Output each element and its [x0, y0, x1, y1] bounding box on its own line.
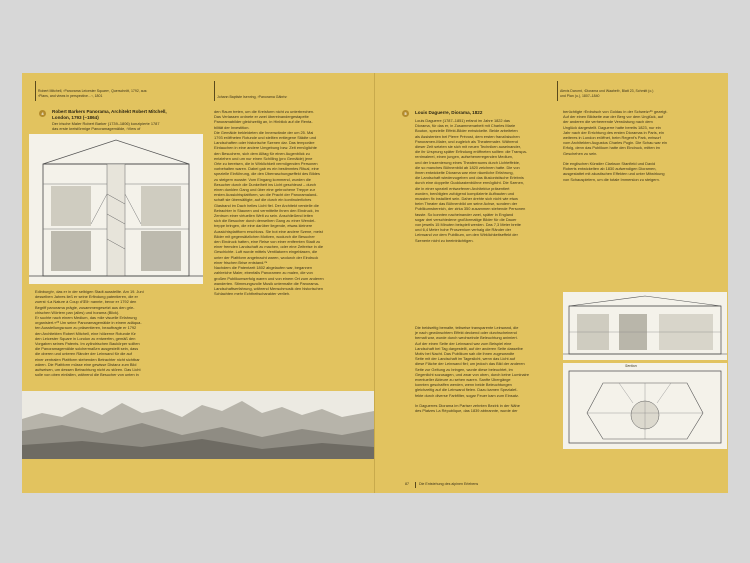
right-page	[375, 73, 728, 493]
panorama-gabris-figure	[22, 391, 374, 459]
body-text-col2: berüchtigte ›Erdrutsch von Goldau in der Schweiz‹²⁵ gezeigt. Auf der einen Bildseite war der Berg vor dem Unglück, auf der anderen die verheerende Verwüstung nach dem Unglück dargestellt. Daguerre hatte bereits 1823, nur ein Jahr nach der Errichtung des ersten Dioramas in Paris, ein weiteres in London eröffnet, beim Regent's Park, entwurf vom Architekten Augustus Charles Pugin. Die Schau war ein Erfolg, denn das Publikum hatte den Eindruck, mitten im Geschehen zu sein. Die englischen Künstler Clarkson Stanfield und David Roberts entwickelten ab 1830 aufwendigen Dioramen, ausgestattet mit akustischen Effekten und unter Mitwirkung von Schauspielern, um die totale Immersion zu steigern.	[563, 109, 668, 182]
left-page	[22, 73, 374, 493]
mountain-panorama-drawing	[22, 391, 374, 459]
page-number: 87	[405, 482, 409, 486]
body-text-col1: Edinburgh‹, das er in der selbigen Stadt ausstellte. Am 19. Juni desselben Jahres ließ er seine Erfindung patentieren, die er zuerst ›La Nature à Coup d'Œil‹ nannte, bevor er 1792 den Begriff panorama prägte, zusammengesetzt aus den grie- chischen Wörtern pan (alles) und horama (Blick). Er suchte nach einem Medium, das »die visuelle Erfahrung organisiert.«²³ Um seine Panoramagemälde in einem adäqua- ten Ausstellungsraum zu präsentieren, beauftragte er 1792 den Architekten Robert Mitchell, eine hölzerne Rotunde für den Leicester Square in London zu entwerfen, gemäß den Vorgaben seines Patents. Im zylindrischen Baukörper sollten die Panoramagemälde solchermaßen ausgestellt sein, dass die oberen und unteren Ränder der Leinwand für die auf einer zentralen Plattform stehenden Betrachter nicht sichtbar wären. Die Plattform müsse eine gewisse Distanz zum Bild aufweisen, um dessen Betrachtung nicht zu stören. Das Licht solle von oben einfallen, während die Besucher von unten in	[35, 289, 144, 378]
caption-rule	[214, 81, 215, 101]
section-number-badge: 4	[39, 110, 46, 117]
diorama-plan-drawing	[563, 363, 727, 449]
footer-rule	[415, 482, 416, 488]
intro-text: Der irische Maler Robert Barker (1739–1806) konzipierte 1787 das erste kreisförmige Panoramagemälde, ›View of	[52, 121, 160, 132]
body-text-col1-continued: Die beidseitig bemalte, teilweise transparente Leinwand, die je nach gewünschtem Effekt deckend oder durchscheinend bemalt war, wurde durch wechselnde Beleuchtung animiert. Auf der einen Seite der Leinwand war zum Beispiel eine Landschaft bei Tag dargestellt, auf der anderen Seite dasselbe Motiv bei Nacht. Das Publikum sah die ihnen zugewandte Seite mit der Landschaft im Tageslicht, wenn das Licht auf diese Fläche der Leinwand fiel; um jedoch das Bild der anderen Seite zur Geltung zu bringen, wurde diese beleuchtet, im Gegenlicht sozusagen, und zwar von oben, durch keine Luminaire eventueller Akteure zu sehen waren. Sanfte Übergänge konnten geschaffen werden, wenn beide Beleuchtungen gleichzeitig auf die Leinwand fielen. Dazu kamen Spezialef- fekte durch diverse Farbfilter, sogar Feuer kam zum Einsatz. In Daguerres Diorama im Pariser zehnten Bezirk in der Nähe des Platzes La République, das 1839 abbrannte, wurde der	[415, 325, 529, 414]
section-heading: Robert Barkers Panorama, Architekt Robert Mitchell, London, 1793 (–1864)	[52, 109, 167, 120]
diorama-plan-figure	[563, 363, 727, 449]
caption-rule	[35, 81, 36, 101]
body-text-col1: Louis Daguerre (1787–1851) erfand im Jahre 1822 das Diorama, für das er, in Zusammenarbeit mit Charles Marie Bouton, spezielle Effekt-Bilder entwickelte. Beide arbeiteten als Assistenten bei Pierre Prévost, dem ersten französischen Panoramen-Maler, und zugleich als Theatermaler. Während dieser Zeit setzten sie sich mit neuen Techniken auseinander, die ihr Ursprung später Erfindung eröffneten sollten: die Transpa- rentmalerei, einen jungen, aufsehenerregenden Medium, und der Inszenierung eines Theaterraums durch Lichteffekte, die so manches Bühnenbild ab 1820 zeichnen hatte. Die von ihnen entwickelte Diorama war eine räumliche Erfahrung, die Landschaft wiederzugeben und das illusionistische Erlebnis durch eine doppelte Guckkastenbühne ermöglicht. Die Szenen, die in einer speziell entworfenen Architektur präsentiert wurden, benötigten zufolgend komplizierte Aufbauten und mussten fix installiert sein. Daher drehte sich nicht wie etwa beim Theater das Bühnenbild um seine Achse, sondern der Publikumsbereich, der zirka 350 zusammen stehende Personen fasste. So konnten nacheinander zwei, später in England sogar drei verschiedene großformatige Bilder für die Dauer von jeweils 15 Minuten beispielt werden. Das 7,3 Meter breite und 6,4 Meter hohe Proszenium verhalg die Ränder der Leinwand vor dem Publikum, um den Wirklichkeitseffekt der Szenerie nicht zu beeinträchtigen.	[415, 118, 527, 243]
caption-rule	[557, 81, 558, 101]
panorama-cross-section-figure	[29, 134, 203, 284]
section-heading: Louis Daguerre, Diorama, 1822	[415, 110, 483, 115]
section-number-badge: 5	[402, 110, 409, 117]
diorama-section-figure	[563, 292, 727, 360]
plan-label: Section	[625, 364, 637, 368]
body-text-col2: den Raum treten, um die Kreisform nicht zu unterbrechen. Das Verlassen ordnete er zwei übereinandergestapelte Panoramabilder gleichzeitig an, in Hinblick auf die Renta- bilität der Investition. Die Gemälde bekleideten die Innenwände der um 25. Mai 1793 eröffneten Rotunde und stellten entlegene Städte und Landschaften oder historische Szenen dar. Das temporäre Eintauchen in eine andere Umgebung bzw. Zeit ermöglichte den Besuchern, sich dem Alltag für einen Augenblick zu entziehen und um nur einen Schilling (pro Gemälde) jene Orte zu bereisen, die in Wirklichkeit vermögenden Personen vorbehalten waren. Dabei gab es ein bestimmtes Ritual, eine spezielle Einführung, die den Überraschungseffekt des Bildes zu steigern wusste: Vom Eingang kommend, wurden die Besucher durch die Dunkelheit ins Licht geschleust – durch einen dunklen Gang und über eine gebrochene Treppe zur ersten Aussichtsplattform, wo die Pracht der Panoramaland- schaft sie überwältigte, auf die durch ein kontinuierliches Glasband im Dach helles Licht fiel. Der Architekt verstelle die Betrachter in Staunen und vermittelte ihnen den Eindruck, im Zentrum einer virtuellen Welt zu sein. Anschließend leiten sich die Besucher durch denselben Gang zu einer Wendel- treppe bringen, die eine darüber liegende, etwas kleinere Aussichtsplattform erschloss. Sie bot eine andere Szene, meist Bilder mit gegensätzlichen Motiven, wodurch die Besucher den Eindruck hatten, eine Reise von einer entfernten Stadt zu einer fremden Landschaft zu machen, oder eine Zeitreise in die Geschichte. Luft wurde mittels Ventilatoren eingeblasen, die unter der Plattform angebracht waren, wodurch der Eindruck einer frischen Brise entstand.²⁴ Nachdem die Patentzeit 1802 abgelaufen war, begannen zahlreiche Maler, ebenfalls Panoramen zu malen, die von großen Publikumserfolg waren und von einem Ort zum anderen wanderten. Stimmungsvolle Musik untermalte die Panorama- Landschaftserfahrung, während Menschmusik den historischen Schlachten mehr Echtheitscharakter verlieh.	[214, 109, 324, 297]
running-head: Die Entstehung des alpinen Erlebens	[419, 482, 479, 486]
figure-caption: Robert Mitchell, ›Panorama Leicester Square‹, Querschnitt, 1792, aus: ›Plans, and views in perspective…‹, 1801	[38, 89, 148, 98]
figure-caption: Johann Baptiste Isenring, ›Panorama Gäbris‹	[217, 95, 288, 99]
panorama-cross-section-drawing	[29, 134, 203, 284]
diorama-section-drawing	[563, 292, 727, 360]
figure-caption: Alexis Daromt, ›Diorama und Waahelt‹, Blatt 23, Schmitt (o.) und Plan (u.), 1807–1840	[560, 89, 654, 98]
